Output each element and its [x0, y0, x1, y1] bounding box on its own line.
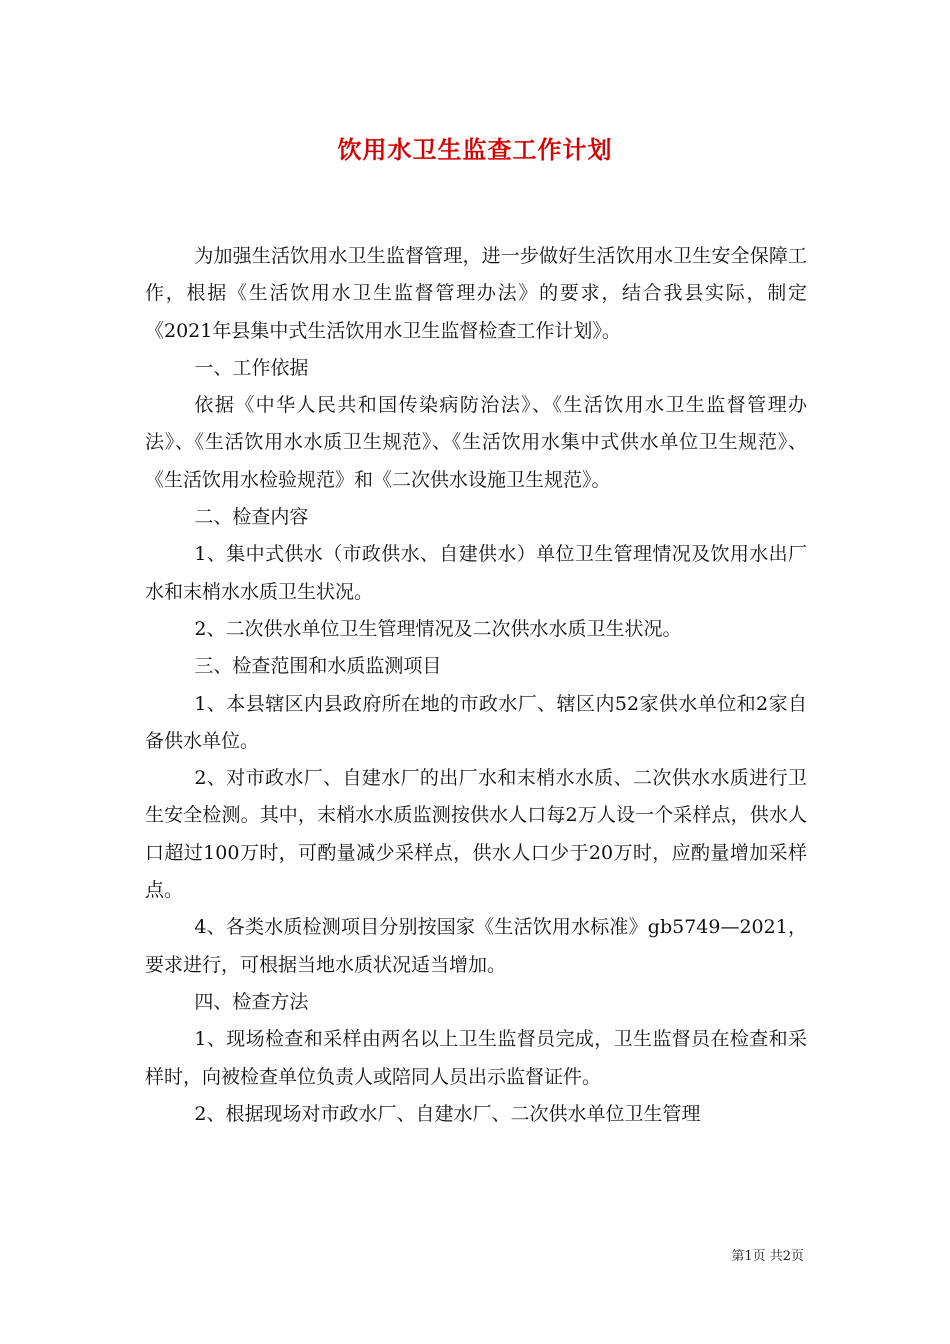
- section-heading-scope: 三、检查范围和水质监测项目: [194, 655, 442, 678]
- paragraph-scope-2: 2、对市政水厂、自建水厂的出厂水和末梢水水质、二次供水水质进行卫生安全检测。其中，末梢水水质监测按供水人口每2万人设一个采样点，供水人口超过100万时，可酌量减少采样点，供水人口少于20万时，应酌量增加采样点。: [145, 767, 807, 902]
- paragraph-basis: 依据《中华人民共和国传染病防治法》、《生活饮用水卫生监督管理办法》、《生活饮用水水质卫生规范》、《生活饮用水集中式供水单位卫生规范》、《生活饮用水检验规范》和《二次供水设施卫生规范》。: [145, 394, 807, 491]
- paragraph-method-2: 2、根据现场对市政水厂、自建水厂、二次供水单位卫生管理: [194, 1102, 701, 1125]
- paragraph-scope-1: 1、本县辖区内县政府所在地的市政水厂、辖区内52家供水单位和2家自备供水单位。: [145, 692, 807, 752]
- document-title: 饮用水卫生监查工作计划: [337, 135, 613, 164]
- page-number-footer: 第1页 共2页: [731, 1249, 804, 1264]
- paragraph-method-1: 1、现场检查和采样由两名以上卫生监督员完成，卫生监督员在检查和采样时，向被检查单位负责人或陪同人员出示监督证件。: [145, 1028, 807, 1088]
- paragraph-content-2: 2、二次供水单位卫生管理情况及二次供水水质卫生状况。: [194, 617, 682, 640]
- paragraph-intro: 为加强生活饮用水卫生监督管理，进一步做好生活饮用水卫生安全保障工作，根据《生活饮用水卫生监督管理办法》的要求，结合我县实际，制定《2021年县集中式生活饮用水卫生监督检查工作计划》。: [145, 245, 807, 342]
- paragraph-content-1: 1、集中式供水（市政供水、自建供水）单位卫生管理情况及饮用水出厂水和末梢水水质卫生状况。: [145, 543, 807, 603]
- section-heading-method: 四、检查方法: [194, 990, 309, 1013]
- paragraph-scope-4: 4、各类水质检测项目分别按国家《生活饮用水标准》gb5749—2021，要求进行，可根据当地水质状况适当增加。: [145, 916, 807, 976]
- section-heading-content: 二、检查内容: [194, 506, 309, 529]
- document-body: [145, 238, 807, 1133]
- section-heading-basis: 一、工作依据: [194, 356, 309, 379]
